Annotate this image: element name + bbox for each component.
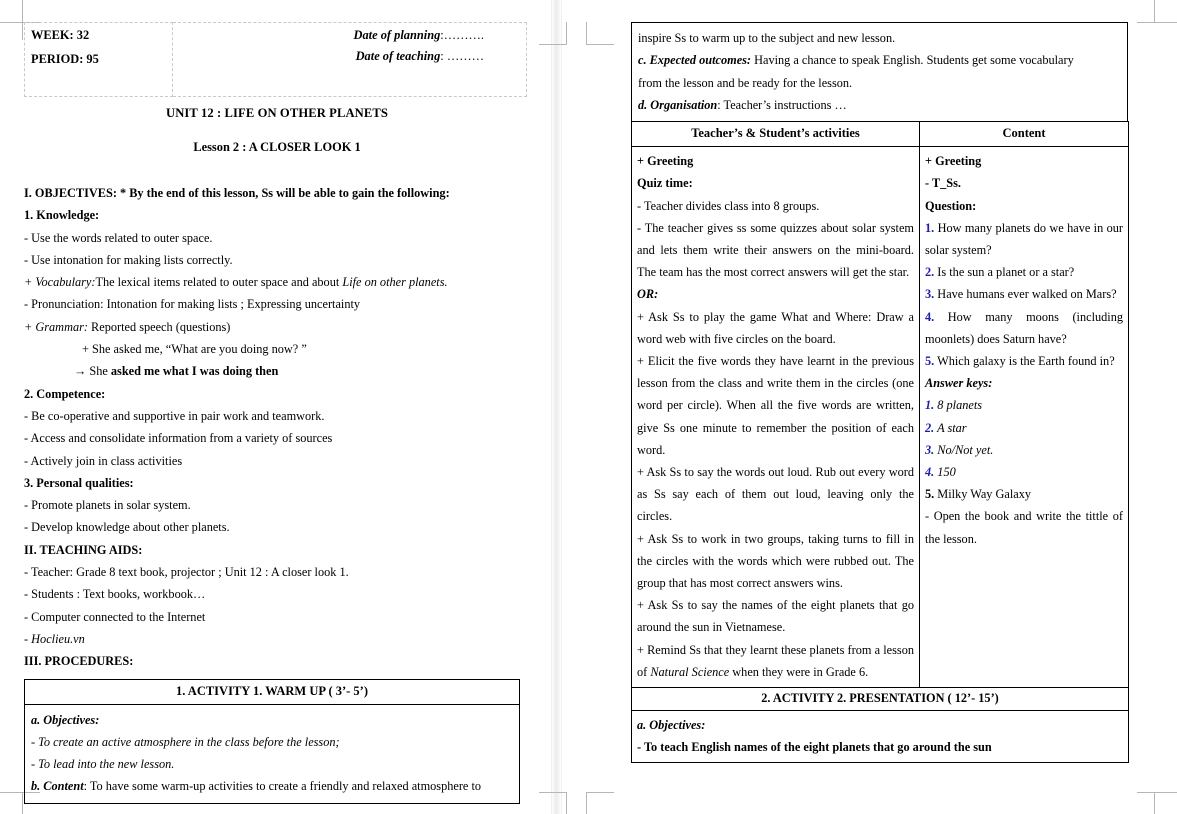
teaching-aids-heading: II. TEACHING AIDS: <box>24 542 143 557</box>
week-label: WEEK: 32 <box>31 28 90 42</box>
grammar-example: + She asked me, “What are you doing now? ” <box>82 342 307 357</box>
grammar-result-bold: asked me what I was doing then <box>110 364 279 379</box>
activity-1-body <box>25 705 519 804</box>
activity-2-body <box>632 711 1129 763</box>
question-text-4: Which galaxy is the Earth found in? <box>934 354 1115 369</box>
knowledge-item-0: - Use the words related to outer space. <box>24 230 213 245</box>
activities-quiz-time: Quiz time: <box>637 176 693 191</box>
activity-1-header <box>25 680 519 705</box>
vocabulary-text: The lexical items related to outer space and about <box>95 275 343 290</box>
date-of-teaching-label: Date of teaching <box>355 49 441 63</box>
activity-1-content-label: b. Content <box>31 779 84 794</box>
crop-mark-top-right-inner <box>572 22 617 62</box>
content-answer-keys-label: Answer keys: <box>925 376 993 391</box>
answer-number-0: 1. <box>925 398 935 413</box>
activity-2-time: ( 12’- 15’) <box>947 691 999 706</box>
grammar-label: + Grammar: <box>24 319 88 334</box>
unit-title: UNIT 12 : LIFE ON OTHER PLANETS <box>166 106 388 120</box>
content-t-ss: - T_Ss. <box>925 176 961 191</box>
content-greeting: + Greeting <box>925 154 982 169</box>
content-question-3 <box>925 306 1123 350</box>
content-answer-3 <box>925 461 1123 483</box>
column-header-activities: Teacher’s & Student’s activities <box>632 122 920 147</box>
activities-item2-4: + Ask Ss to say the names of the eight planets that go around the sun in Vietnamese. <box>637 598 914 635</box>
intro-continuation: inspire Ss to warm up to the subject and new lesson. <box>638 31 896 45</box>
question-number-1: 2. <box>925 265 935 280</box>
date-of-teaching-row <box>179 49 520 64</box>
vocabulary-italic-tail: Life on other planets. <box>342 275 448 290</box>
vocabulary-label: + Vocabulary: <box>24 275 96 290</box>
activities-remind-line <box>637 639 914 683</box>
grammar-text: Reported speech (questions) <box>87 319 231 334</box>
grammar-result-arrow: → She <box>74 364 111 379</box>
question-number-2: 3. <box>925 287 935 302</box>
date-of-planning-label: Date of planning <box>353 28 441 42</box>
activities-cell <box>632 147 920 688</box>
activity-1-content-text: : To have some warm-up activities to create a friendly and relaxed atmosphere to <box>83 779 482 794</box>
date-of-planning-row <box>179 28 520 43</box>
activities-remind-prefix: + Remind Ss that they learnt these planets from a lesson of <box>637 642 914 679</box>
personal-item-1: - Develop knowledge about other planets. <box>24 520 230 535</box>
question-number-4: 5. <box>925 354 935 369</box>
table-row <box>632 147 1129 688</box>
page-left <box>24 0 530 814</box>
question-text-0: How many planets do we have in our solar system? <box>925 220 1123 257</box>
activities-item-0: - Teacher divides class into 8 groups. <box>637 198 820 213</box>
table-header-row <box>632 122 1129 147</box>
question-number-0: 1. <box>925 220 935 235</box>
activity-1-title: 1. ACTIVITY 1. WARM UP <box>175 683 326 698</box>
activity-2-header-row <box>632 688 1129 711</box>
content-question-0 <box>925 217 1123 261</box>
teaching-aids-item-2: - Computer connected to the Internet <box>24 609 206 624</box>
activity-2-body-row <box>632 711 1129 763</box>
intro-box <box>631 22 1128 121</box>
procedures-table <box>631 121 1129 763</box>
question-text-2: Have humans ever walked on Mars? <box>934 287 1117 302</box>
activities-item2-0: + Ask Ss to play the game What and Where: Draw a word web with five circles on the board. <box>637 309 914 346</box>
vocabulary-line <box>24 271 530 293</box>
content-question-1 <box>925 261 1123 283</box>
activity-2-header <box>632 688 1129 711</box>
date-of-planning-value: :………. <box>440 28 484 42</box>
organisation-label: d. Organisation <box>638 97 718 112</box>
content-answer-4 <box>925 483 1123 505</box>
expected-outcomes-label: c. Expected outcomes: <box>638 53 752 68</box>
period-label: PERIOD: 95 <box>31 52 99 66</box>
activity-1-time: ( 3’- 5’) <box>328 683 369 698</box>
competence-item-0: - Be co-operative and supportive in pair work and teamwork. <box>24 408 325 423</box>
activity-2-title: 2. ACTIVITY 2. PRESENTATION <box>761 691 945 706</box>
knowledge-item-1: - Use intonation for making lists correctly. <box>24 252 233 267</box>
procedures-heading: III. PROCEDURES: <box>24 654 134 669</box>
question-text-1: Is the sun a planet or a star? <box>934 265 1075 280</box>
activity-1-content-line <box>31 775 513 797</box>
question-text-3: How many moons (including moonlets) does Saturn have? <box>925 309 1123 346</box>
dates-cell <box>172 23 526 97</box>
activities-remind-italic: Natural Science <box>650 664 730 679</box>
expected-outcomes-line-2: from the lesson and be ready for the lesson. <box>638 75 853 90</box>
teaching-aids-item-1: - Students : Text books, workbook… <box>24 587 206 602</box>
expected-outcomes-text-1: Having a chance to speak English. Students get some vocabulary <box>751 53 1074 68</box>
activities-or-label: OR: <box>637 287 659 302</box>
column-header-content: Content <box>920 122 1129 147</box>
grammar-result <box>24 360 530 382</box>
answer-number-1: 2. <box>925 420 935 435</box>
answer-text-4: Milky Way Galaxy <box>934 487 1032 502</box>
activity-2-objectives-label: a. Objectives: <box>637 718 706 733</box>
answer-text-0: 8 planets <box>934 398 983 413</box>
activity-1-objectives-label: a. Objectives: <box>31 712 100 727</box>
competence-heading: 2. Competence: <box>24 386 106 401</box>
activities-item2-2: + Ask Ss to say the words out loud. Rub out every word as Ss say each of them out loud, leaving only the circles. <box>637 465 914 524</box>
answer-text-3: 150 <box>934 465 956 480</box>
content-cell <box>920 147 1129 688</box>
activities-remind-suffix: when they were in Grade 6. <box>729 664 869 679</box>
answer-number-3: 4. <box>925 465 935 480</box>
answer-number-2: 3. <box>925 442 935 457</box>
pronunciation-line: - Pronunciation: Intonation for making lists ; Expressing uncertainty <box>24 297 361 312</box>
teaching-aids-source: - Hoclieu.vn <box>24 631 85 646</box>
table-row <box>25 23 527 97</box>
content-closing: - Open the book and write the tittle of the lesson. <box>925 509 1123 546</box>
competence-item-2: - Actively join in class activities <box>24 453 183 468</box>
question-number-3: 4. <box>925 309 935 324</box>
activity-1-objective-0: - To create an active atmosphere in the class before the lesson; <box>31 734 340 749</box>
activity-2-objective-0: - To teach English names of the eight planets that go around the sun <box>637 740 992 755</box>
activity-1-box <box>24 679 520 805</box>
crop-mark-top-right <box>1137 0 1177 40</box>
activity-1-objective-1: - To lead into the new lesson. <box>31 756 175 771</box>
crop-mark-bottom-right-inner <box>572 774 617 814</box>
organisation-line <box>638 94 1121 116</box>
activities-item-1: - The teacher gives ss some quizzes about solar system and lets them write their answers on the mini-board. The team has the most correct answers will get the star. <box>637 220 914 280</box>
activities-item2-1: + Elicit the five words they have learnt in the previous lesson from the class and write them in the circles (one word per circle). When all the five words are written, give Ss one minute to remember the position of each word. <box>637 354 914 457</box>
answer-text-2: No/Not yet. <box>934 442 994 457</box>
organisation-text: : Teacher’s instructions … <box>717 97 847 112</box>
lesson-title: Lesson 2 : A CLOSER LOOK 1 <box>193 140 361 154</box>
expected-outcomes-line-1 <box>638 49 1121 71</box>
objectives-section <box>24 182 530 673</box>
grammar-line <box>24 316 530 338</box>
page-right <box>631 0 1131 814</box>
teaching-aids-item-0: - Teacher: Grade 8 text book, projector ; Unit 12 : A closer look 1. <box>24 565 349 580</box>
activities-item2-3: + Ask Ss to work in two groups, taking turns to fill in the circles with the words which were rubbed out. The group that has most correct answers wins. <box>637 531 914 591</box>
answer-text-1: A star <box>934 420 967 435</box>
content-answer-0 <box>925 394 1123 416</box>
content-answer-1 <box>925 417 1123 439</box>
content-answer-2 <box>925 439 1123 461</box>
content-question-4 <box>925 350 1123 372</box>
header-meta-table <box>24 22 527 97</box>
personal-qualities-heading: 3. Personal qualities: <box>24 475 134 490</box>
date-of-teaching-value: : ……… <box>440 49 484 63</box>
answer-number-4: 5. <box>925 487 935 502</box>
content-question-label: Question: <box>925 198 977 213</box>
personal-item-0: - Promote planets in solar system. <box>24 498 191 513</box>
competence-item-1: - Access and consolidate information from a variety of sources <box>24 431 333 446</box>
page-gutter-divider <box>551 0 562 814</box>
activities-greeting: + Greeting <box>637 154 694 169</box>
objectives-heading: I. OBJECTIVES: * By the end of this lesson, Ss will be able to gain the following: <box>24 186 450 200</box>
week-period-cell <box>25 23 173 97</box>
content-question-2 <box>925 283 1123 305</box>
crop-mark-bottom-right <box>1137 774 1177 814</box>
knowledge-heading: 1. Knowledge: <box>24 208 100 223</box>
